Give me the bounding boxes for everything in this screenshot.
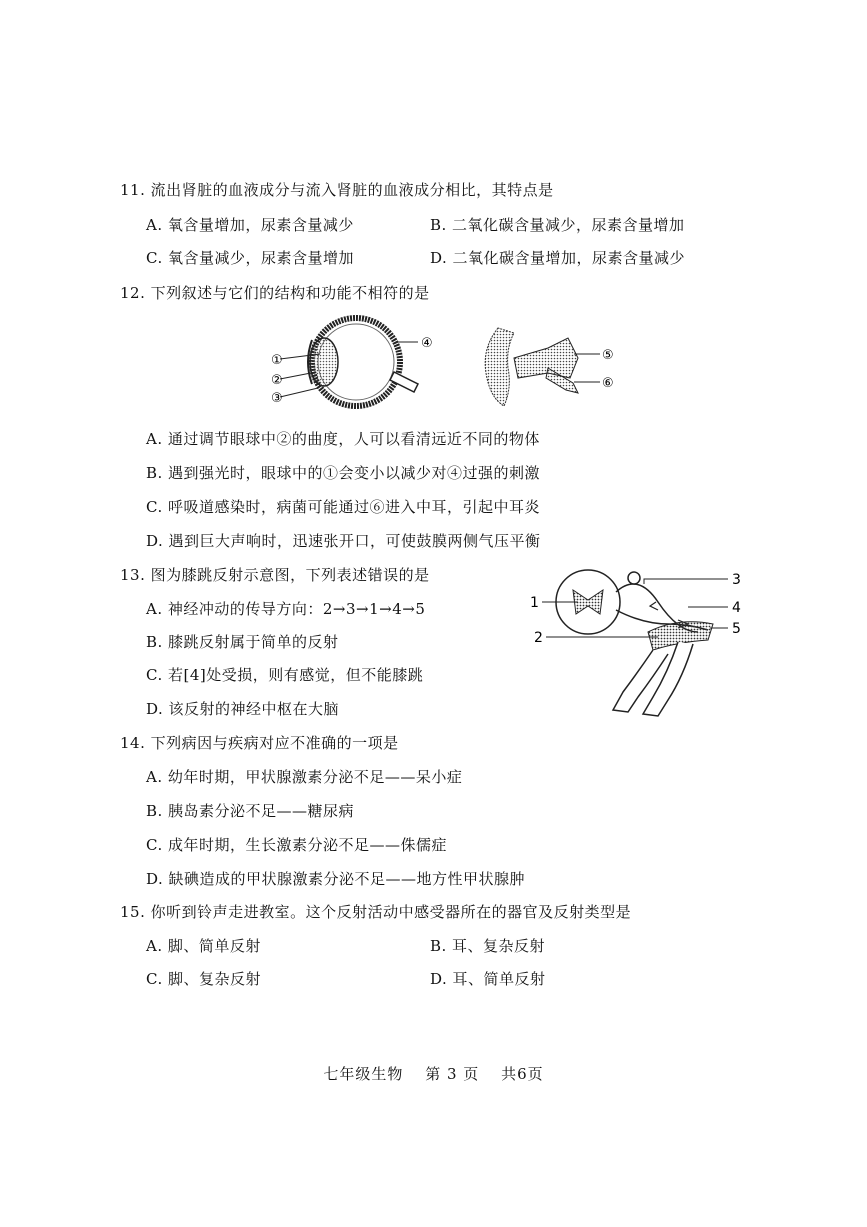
- q14-stem: 14. 下列病因与疾病对应不准确的一项是: [120, 734, 399, 752]
- q15-option-a: A. 脚、简单反射: [146, 937, 261, 955]
- eye-label-4: ④: [421, 336, 433, 351]
- q15-stem: 15. 你听到铃声走进教室。这个反射活动中感受器所在的器官及反射类型是: [120, 903, 632, 921]
- eye-label-3: ③: [271, 391, 283, 406]
- eye-label-1: ①: [271, 353, 283, 368]
- footer-total-pages: 共6页: [501, 1065, 544, 1083]
- footer-page-number: 第 3 页: [425, 1065, 480, 1083]
- q15-option-b: B. 耳、复杂反射: [430, 937, 546, 955]
- q11-option-d: D. 二氧化碳含量增加，尿素含量减少: [430, 249, 686, 267]
- q14-option-b: B. 胰岛素分泌不足——糖尿病: [146, 802, 355, 820]
- eye-label-2: ②: [271, 373, 283, 388]
- footer-subject: 七年级生物: [323, 1065, 404, 1083]
- reflex-label-1: 1: [530, 595, 539, 611]
- eyeball-diagram: [268, 312, 443, 412]
- reflex-label-4: 4: [732, 600, 741, 616]
- q11-option-b: B. 二氧化碳含量减少，尿素含量增加: [430, 216, 685, 234]
- ear-label-6: ⑥: [602, 376, 614, 391]
- q12-option-b: B. 遇到强光时，眼球中的①会变小以减少对④过强的刺激: [146, 464, 541, 482]
- q15-option-c: C. 脚、复杂反射: [146, 970, 261, 988]
- q13-stem: 13. 图为膝跳反射示意图，下列表述错误的是: [120, 566, 430, 584]
- q11-option-a: A. 氧含量增加，尿素含量减少: [146, 216, 354, 234]
- reflex-label-3: 3: [732, 572, 741, 588]
- q13-option-c: C. 若[4]处受损，则有感觉，但不能膝跳: [146, 666, 424, 684]
- q14-option-d: D. 缺碘造成的甲状腺激素分泌不足——地方性甲状腺肿: [146, 870, 526, 888]
- q13-option-b: B. 膝跳反射属于简单的反射: [146, 633, 339, 651]
- reflex-label-5: 5: [732, 621, 741, 637]
- q14-option-c: C. 成年时期，生长激素分泌不足——侏儒症: [146, 836, 447, 854]
- q12-option-d: D. 遇到巨大声响时，迅速张开口，可使鼓膜两侧气压平衡: [146, 532, 541, 550]
- ear-diagram: [478, 318, 633, 413]
- q11-option-c: C. 氧含量减少，尿素含量增加: [146, 249, 354, 267]
- reflex-label-2: 2: [534, 630, 543, 646]
- q14-option-a: A. 幼年时期，甲状腺激素分泌不足——呆小症: [146, 768, 463, 786]
- q12-stem: 12. 下列叙述与它们的结构和功能不相符的是: [120, 284, 430, 302]
- q12-option-a: A. 通过调节眼球中②的曲度，人可以看清远近不同的物体: [146, 430, 540, 448]
- q12-option-c: C. 呼吸道感染时，病菌可能通过⑥进入中耳，引起中耳炎: [146, 498, 540, 516]
- q11-stem: 11. 流出肾脏的血液成分与流入肾脏的血液成分相比，其特点是: [120, 181, 554, 199]
- knee-jerk-reflex-diagram: [528, 562, 778, 722]
- page-footer: [0, 1063, 867, 1084]
- q13-option-d: D. 该反射的神经中枢在大脑: [146, 700, 340, 718]
- q13-option-a: A. 神经冲动的传导方向：2→3→1→4→5: [146, 600, 426, 618]
- ear-label-5: ⑤: [602, 348, 614, 363]
- q15-option-d: D. 耳、简单反射: [430, 970, 546, 988]
